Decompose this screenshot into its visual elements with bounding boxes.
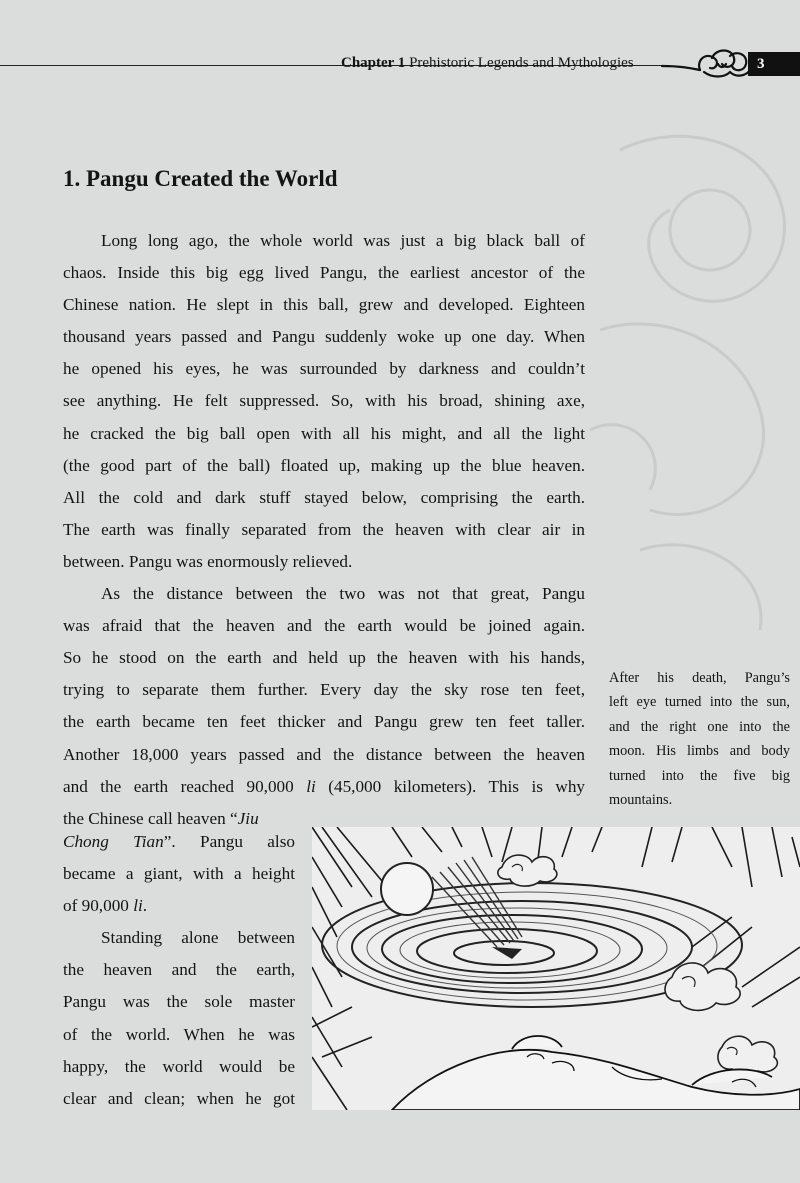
text-line: he opened his eyes, he was surrounded by darkness and couldn’t bbox=[63, 359, 585, 379]
illustration-drawing bbox=[312, 827, 800, 1110]
caption-line: turned into the five big bbox=[609, 767, 790, 784]
text-run: (45,000 kilometers). This is why bbox=[315, 776, 586, 796]
caption-line: left eye turned into the sun, bbox=[609, 694, 790, 711]
text-line: Standing alone between bbox=[101, 928, 295, 948]
chapter-label: Chapter 1 bbox=[341, 55, 406, 71]
cloud-scroll-icon bbox=[660, 46, 754, 82]
page-number: 3 bbox=[757, 56, 765, 72]
text-line: Another 18,000 years passed and the distance between the heaven bbox=[63, 744, 585, 764]
text-run: ”. Pangu also bbox=[163, 832, 295, 851]
text-line: The earth was finally separated from the heaven with clear air in bbox=[63, 519, 585, 539]
chapter-title: Prehistoric Legends and Mythologies bbox=[409, 55, 634, 71]
pangu-illustration bbox=[312, 827, 800, 1110]
text-line: As the distance between the two was not that great, Pangu bbox=[101, 584, 585, 604]
text-line: clear and clean; when he got bbox=[63, 1088, 295, 1108]
text-line: Long long ago, the whole world was just a big black ball of bbox=[101, 231, 585, 250]
text-run: the Chinese call heaven “ bbox=[63, 808, 238, 828]
section-title: 1. Pangu Created the World bbox=[63, 166, 338, 191]
text-run: of 90,000 bbox=[63, 896, 134, 916]
narrow-text-column bbox=[63, 826, 295, 1115]
text-line: between. Pangu was enormously relieved. bbox=[63, 551, 353, 571]
caption-line: mountains. bbox=[609, 792, 673, 809]
italic-term: Chong Tian bbox=[63, 832, 164, 851]
text-line: the earth became ten feet thicker and Pangu grew ten feet taller. bbox=[63, 712, 585, 732]
text-line: became a giant, with a height bbox=[63, 864, 295, 884]
text-line bbox=[63, 771, 585, 803]
text-line: happy, the world would be bbox=[63, 1056, 295, 1076]
text-line bbox=[63, 890, 295, 922]
body-text bbox=[63, 225, 585, 835]
paragraph-2 bbox=[63, 578, 585, 835]
text-line: thousand years passed and Pangu suddenly woke up one day. When bbox=[63, 327, 585, 347]
caption-line: moon. His limbs and body bbox=[609, 743, 790, 760]
paragraph-1 bbox=[63, 225, 585, 578]
page-number-tab bbox=[748, 52, 800, 76]
text-line bbox=[63, 826, 295, 858]
text-line: he cracked the big ball open with all his might, and all the light bbox=[63, 423, 585, 443]
text-line: (the good part of the ball) floated up, making up the blue heaven. bbox=[63, 455, 585, 475]
caption-line: and the right one into the bbox=[609, 718, 790, 735]
text-line: of the world. When he was bbox=[63, 1024, 295, 1044]
italic-term: Jiu bbox=[237, 808, 259, 828]
text-line: So he stood on the earth and held up the heaven with his hands, bbox=[63, 648, 585, 668]
text-line: was afraid that the heaven and the earth would be joined again. bbox=[63, 616, 585, 636]
figure-caption bbox=[609, 666, 790, 812]
italic-term: li bbox=[133, 896, 143, 916]
running-header bbox=[341, 55, 634, 72]
text-line: trying to separate them further. Every day the sky rose ten feet, bbox=[63, 680, 585, 700]
text-run: and the earth reached 90,000 bbox=[63, 776, 307, 796]
text-line: chaos. Inside this big egg lived Pangu, the earliest ancestor of the bbox=[63, 263, 585, 283]
caption-line: After his death, Pangu’s bbox=[609, 670, 790, 686]
background-watermark-illustration bbox=[560, 110, 800, 670]
text-line: All the cold and dark stuff stayed below, comprising the earth. bbox=[63, 487, 585, 507]
text-line: Pangu was the sole master bbox=[63, 992, 295, 1012]
text-line: see anything. He felt suppressed. So, with his broad, shining axe, bbox=[63, 391, 585, 411]
italic-term: li bbox=[306, 776, 316, 796]
text-line: the heaven and the earth, bbox=[63, 960, 295, 980]
text-line: Chinese nation. He slept in this ball, grew and developed. Eighteen bbox=[63, 295, 585, 315]
text-run: . bbox=[142, 896, 148, 916]
